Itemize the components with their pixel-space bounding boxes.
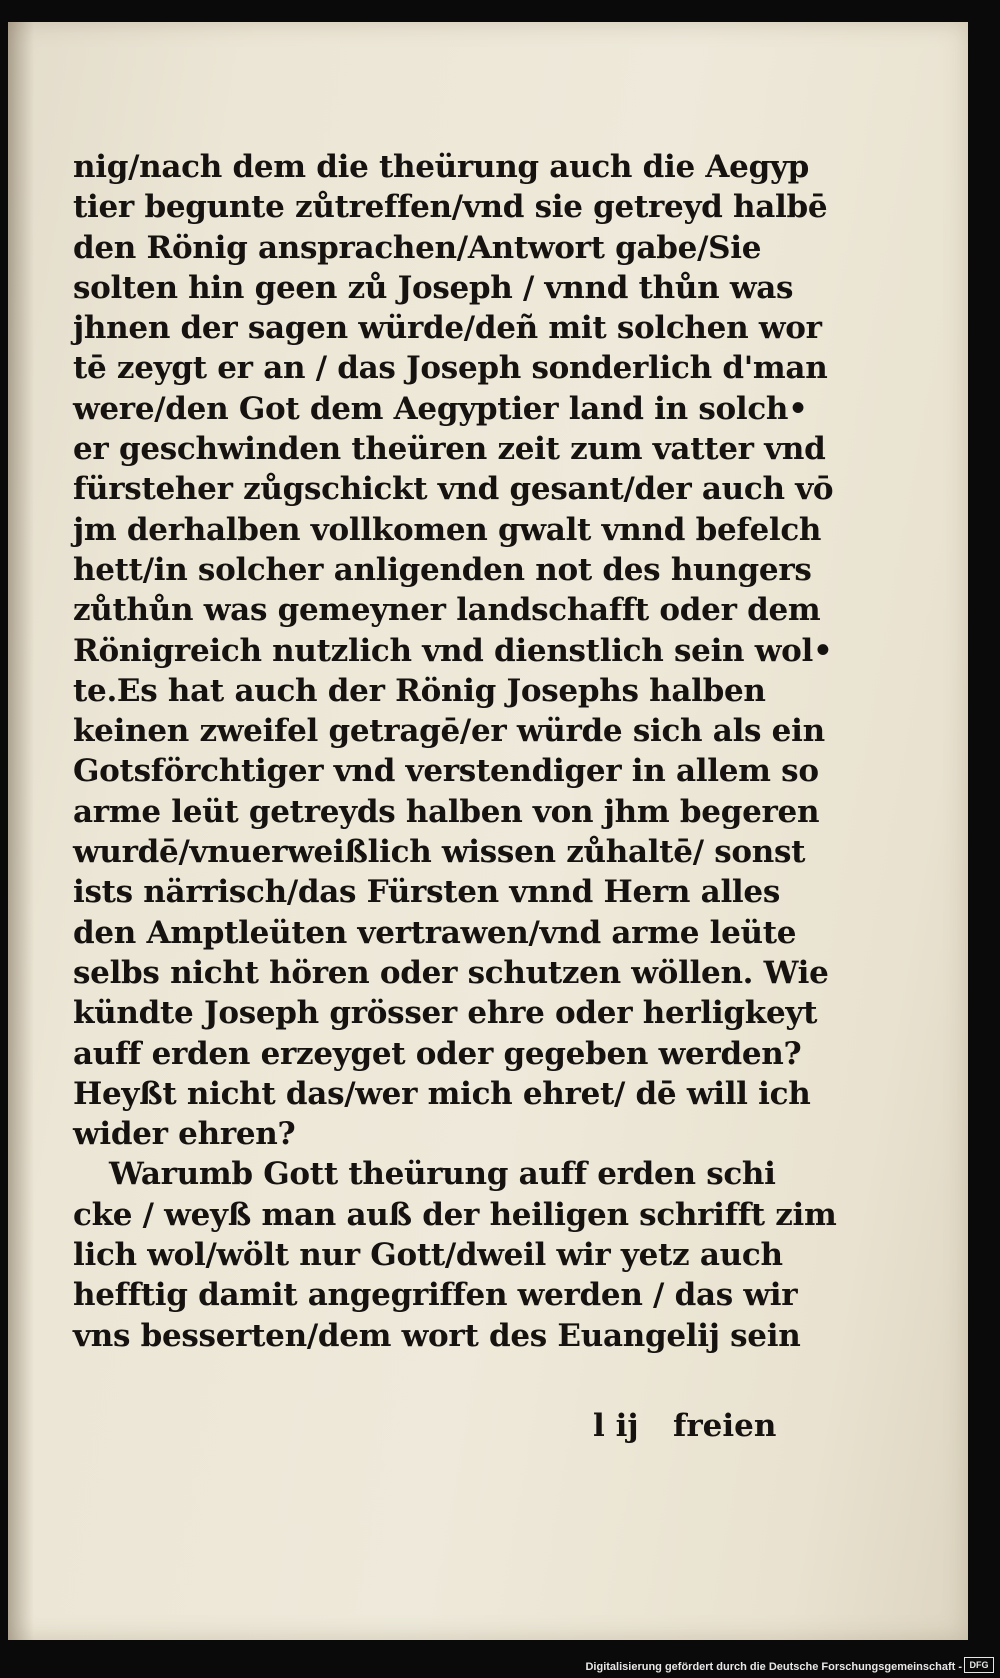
text-line: arme leüt getreyds halben von jhm begeren <box>73 793 820 830</box>
text-line: te.Es hat auch der Rönig Josephs halben <box>73 672 766 709</box>
book-page <box>8 22 968 1640</box>
text-line: keinen zweifel getragē/er würde sich als ein <box>73 713 825 750</box>
signature-mark: l ij <box>593 1408 639 1444</box>
text-line: cke / weyß man auß der heiligen schrifft zim <box>73 1196 837 1233</box>
text-line: wurdē/vnuerweißlich wissen zůhaltē/ sonst <box>73 834 806 871</box>
text-line: Rönigreich nutzlich vnd dienstlich sein wol• <box>73 632 833 669</box>
paragraph-start-line: Warumb Gott theürung auff erden schi <box>109 1156 776 1193</box>
text-line: fürsteher zůgschickt vnd gesant/der auch vō <box>73 471 834 508</box>
digitization-bar <box>0 1652 1000 1678</box>
text-line: tier begunte zůtreffen/vnd sie getreyd halbē <box>73 189 828 226</box>
text-line: jhnen der sagen würde/deñ mit solchen wor <box>73 310 822 347</box>
text-line: nig/nach dem die theürung auch die Aegyp <box>73 149 810 185</box>
text-line: hett/in solcher anligenden not des hungers <box>73 551 812 588</box>
text-line: tē zeygt er an / das Joseph sonderlich d'man <box>73 350 828 387</box>
text-line: Heyßt nicht das/wer mich ehret/ dē will ich <box>73 1075 811 1112</box>
text-line: solten hin geen zů Joseph / vnnd thůn was <box>73 269 794 306</box>
text-line: auff erden erzeyget oder gegeben werden? <box>73 1035 802 1072</box>
text-line: zůthůn was gemeyner landschafft oder dem <box>73 592 821 629</box>
text-line: vns besserten/dem wort des Euangelij sein <box>73 1317 801 1354</box>
catchword: freien <box>673 1408 777 1444</box>
text-line: jm derhalben vollkomen gwalt vnnd befelch <box>73 511 822 548</box>
text-line: Gotsförchtiger vnd verstendiger in allem so <box>73 753 819 790</box>
text-line: were/den Got dem Aegyptier land in solch• <box>73 390 808 427</box>
text-line: den Rönig ansprachen/Antwort gabe/Sie <box>73 229 762 266</box>
funding-credit: Digitalisierung gefördert durch die Deutsche Forschungsgemeinschaft - <box>585 1661 962 1673</box>
text-line: er geschwinden theüren zeit zum vatter vnd <box>73 431 826 468</box>
page-text <box>73 147 837 1356</box>
text-line: den Amptleüten vertrawen/vnd arme leüte <box>73 914 797 951</box>
text-line: kündte Joseph grösser ehre oder herligkeyt <box>73 995 818 1032</box>
dfg-logo-icon: DFG <box>964 1657 994 1673</box>
text-line: selbs nicht hören oder schutzen wöllen. Wie <box>73 954 829 991</box>
text-line: wider ehren? <box>73 1116 296 1153</box>
page-footer <box>73 1406 783 1446</box>
spine-shadow <box>8 22 34 1640</box>
text-line: ists närrisch/das Fürsten vnnd Hern alles <box>73 874 780 911</box>
text-line: hefftig damit angegriffen werden / das wir <box>73 1277 798 1314</box>
text-line: lich wol/wölt nur Gott/dweil wir yetz auch <box>73 1237 783 1274</box>
